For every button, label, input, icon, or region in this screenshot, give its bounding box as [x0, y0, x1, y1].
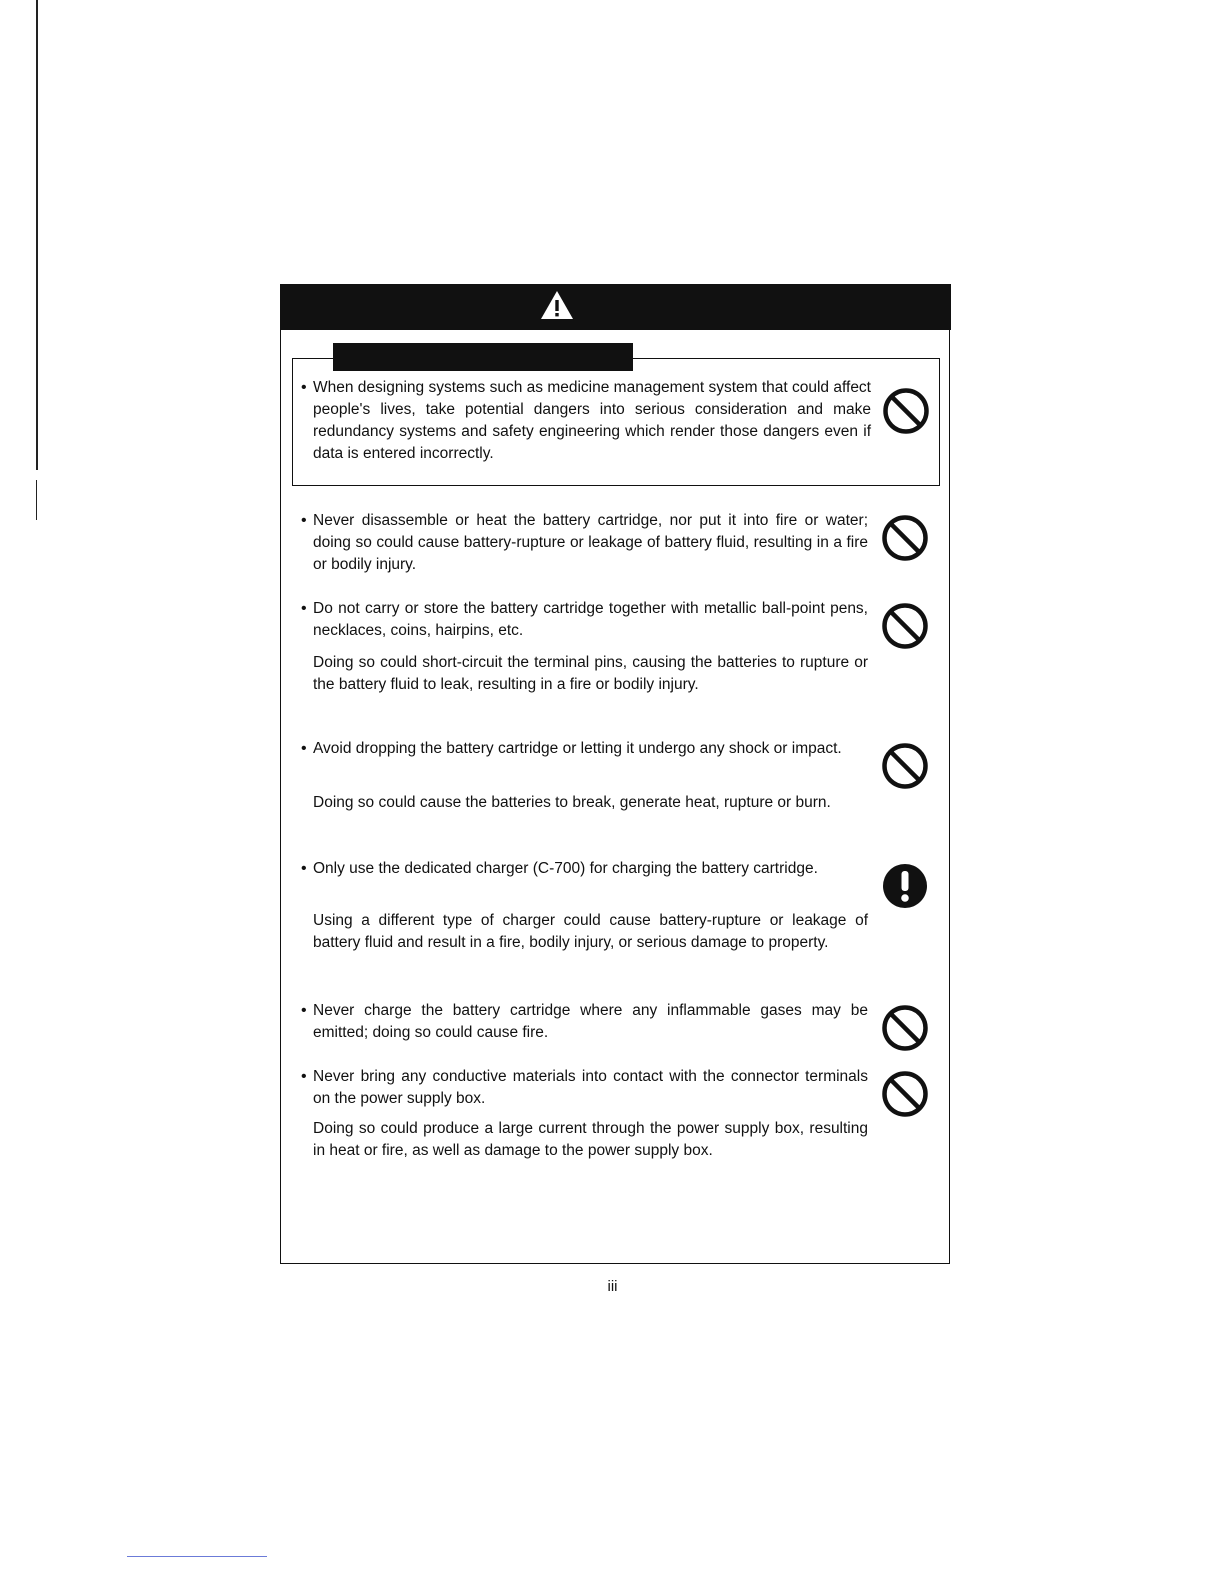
scan-edge-mark: [36, 480, 37, 520]
warning-triangle-icon: [539, 288, 575, 322]
warning-item-4-text: Only use the dedicated charger (C-700) for charging the battery cartridge.: [313, 860, 818, 877]
prohibition-icon: [881, 602, 929, 650]
bullet: •: [301, 512, 307, 529]
scan-bottom-mark: [127, 1556, 267, 1557]
bullet: •: [301, 600, 307, 617]
prohibition-icon: [881, 742, 929, 790]
bullet: •: [301, 1068, 307, 1085]
highlighted-warning-box: [292, 358, 940, 486]
page-number: iii: [607, 1278, 618, 1295]
bullet: •: [301, 1002, 307, 1019]
inner-label-bar: [333, 343, 633, 371]
prohibition-icon: [881, 514, 929, 562]
prohibition-icon: [882, 387, 930, 435]
scan-edge-line: [36, 0, 38, 470]
warning-item-4-detail: Using a different type of charger could cause battery-rupture or leakage of battery fluid and result in a fire, bodily injury, or serious damage to property.: [313, 912, 868, 951]
warning-item-6-detail: Doing so could produce a large current through the power supply box, resulting in heat or fire, as well as damage to the power supply box.: [313, 1120, 868, 1159]
bullet: •: [301, 740, 307, 757]
prohibition-icon: [881, 1004, 929, 1052]
warning-item-2-text: Do not carry or store the battery cartridge together with metallic ball-point pens, necklaces, coins, hairpins, etc.: [313, 600, 868, 639]
warning-header-bar: [281, 284, 951, 330]
warning-item-3-detail: Doing so could cause the batteries to break, generate heat, rupture or burn.: [313, 794, 831, 811]
mandatory-exclamation-icon: [881, 862, 929, 910]
highlighted-warning-text: When designing systems such as medicine management system that could affect people's lives, take potential dangers into serious consideration and make redundancy systems and safety engineering which render those dangers even if data is entered incorrectly.: [313, 379, 871, 462]
warning-item-2-detail: Doing so could short-circuit the terminal pins, causing the batteries to rupture or the battery fluid to leak, resulting in a fire or bodily injury.: [313, 654, 868, 693]
bullet: •: [301, 379, 307, 396]
bullet: •: [301, 860, 307, 877]
warning-item-3-text: Avoid dropping the battery cartridge or letting it undergo any shock or impact.: [313, 740, 842, 757]
warning-panel: [280, 284, 950, 1264]
warning-item-5-text: Never charge the battery cartridge where any inflammable gases may be emitted; doing so could cause fire.: [313, 1002, 868, 1041]
warning-item-6-text: Never bring any conductive materials into contact with the connector terminals on the power supply box.: [313, 1068, 868, 1107]
prohibition-icon: [881, 1070, 929, 1118]
warning-item-1-text: Never disassemble or heat the battery cartridge, nor put it into fire or water; doing so could cause battery-rupture or leakage of battery fluid, resulting in a fire or bodily injury.: [313, 512, 868, 573]
